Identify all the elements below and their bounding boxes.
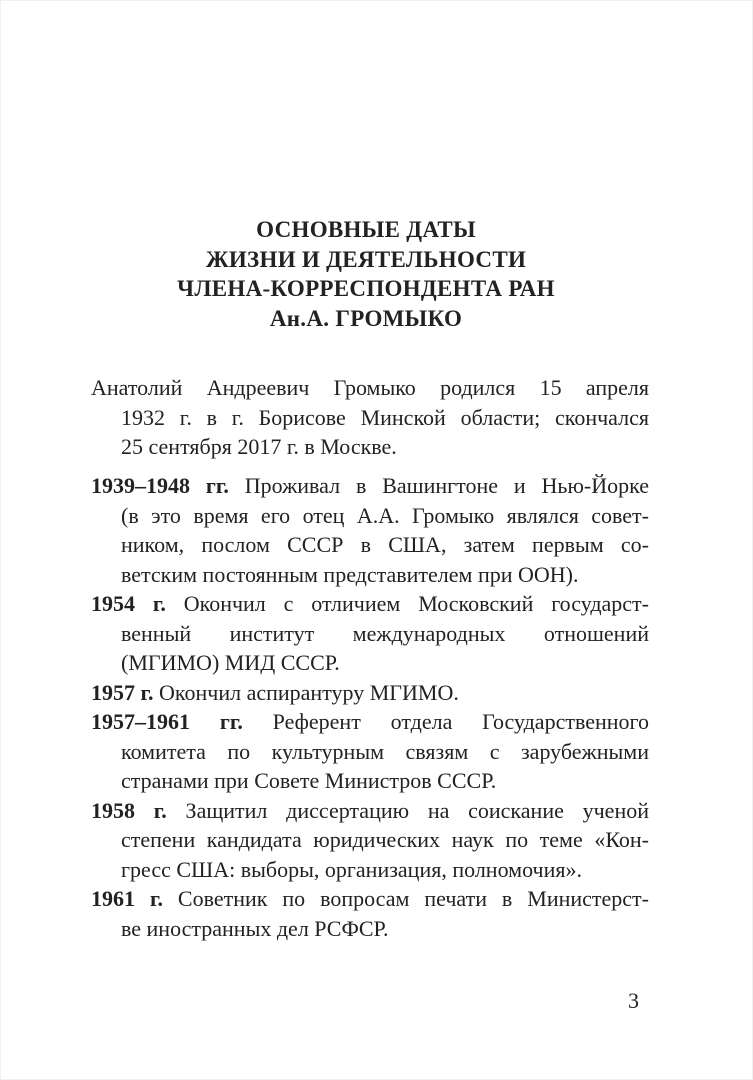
timeline-entries [91,471,649,943]
title-line-2: ЖИЗНИ И ДЕЯТЕЛЬНОСТИ [205,246,527,272]
text-line: гресс США: выборы, организация, полномочия». [121,856,582,882]
title-line-3: ЧЛЕНА-КОРРЕСПОНДЕНТА РАН [177,276,555,302]
title-line-4: Ан.А. ГРОМЫКО [269,305,463,331]
text-line: Анатолий Андреевич Громыко родился 15 апреля [91,375,649,400]
entry-date: 1961 г. [91,886,163,911]
text-line: 1957–1961 гг. Референт отдела Государственного [91,709,649,734]
title-line-1: ОСНОВНЫЕ ДАТЫ [256,217,476,242]
text-line: странами при Совете Министров СССР. [121,768,497,793]
entry-date: 1954 г. [91,591,166,616]
text-line: ником, послом СССР в США, затем первым со- [121,532,649,557]
timeline-entry [91,678,649,708]
timeline-entry [91,707,649,796]
text-line: (МГИМО) МИД СССР. [121,650,340,675]
entry-date: 1957 г. [91,679,154,705]
page-number: 3 [628,988,639,1013]
timeline-entry [91,796,649,885]
text-line: 1954 г. Окончил с отличием Московский государст- [91,591,649,616]
timeline-entry [91,589,649,678]
text-line: ве иностранных дел РСФСР. [121,915,389,941]
text-line: 1932 г. в г. Борисове Минской области; скончался [121,404,649,430]
text-line: комитета по культурным связям с зарубежными [121,738,649,764]
section-title [87,215,645,333]
entry-date: 1958 г. [91,797,167,823]
intro-paragraph [91,373,649,462]
entry-date: 1939–1948 гг. [91,473,229,498]
text-line: венный институт международных отношений [121,620,649,646]
text-line: 1939–1948 гг. Проживал в Вашингтоне и Нью-Йорке [91,473,650,498]
text-line: 25 сентября 2017 г. в Москве. [121,434,397,459]
text-line: 1961 г. Советник по вопросам печати в Министерст- [91,886,650,911]
entry-date: 1957–1961 гг. [91,709,243,734]
text-line: ветским постоянным представителем при ООН). [121,561,579,587]
text-line: 1957 г. Окончил аспирантуру МГИМО. [91,679,459,705]
text-line: (в это время его отец А.А. Громыко являлся совет- [121,502,649,528]
timeline-entry [91,471,649,589]
timeline-entry [91,884,649,943]
text-line: степени кандидата юридических наук по теме «Кон- [121,827,649,852]
text-line: 1958 г. Защитил диссертацию на соискание ученой [91,797,649,823]
